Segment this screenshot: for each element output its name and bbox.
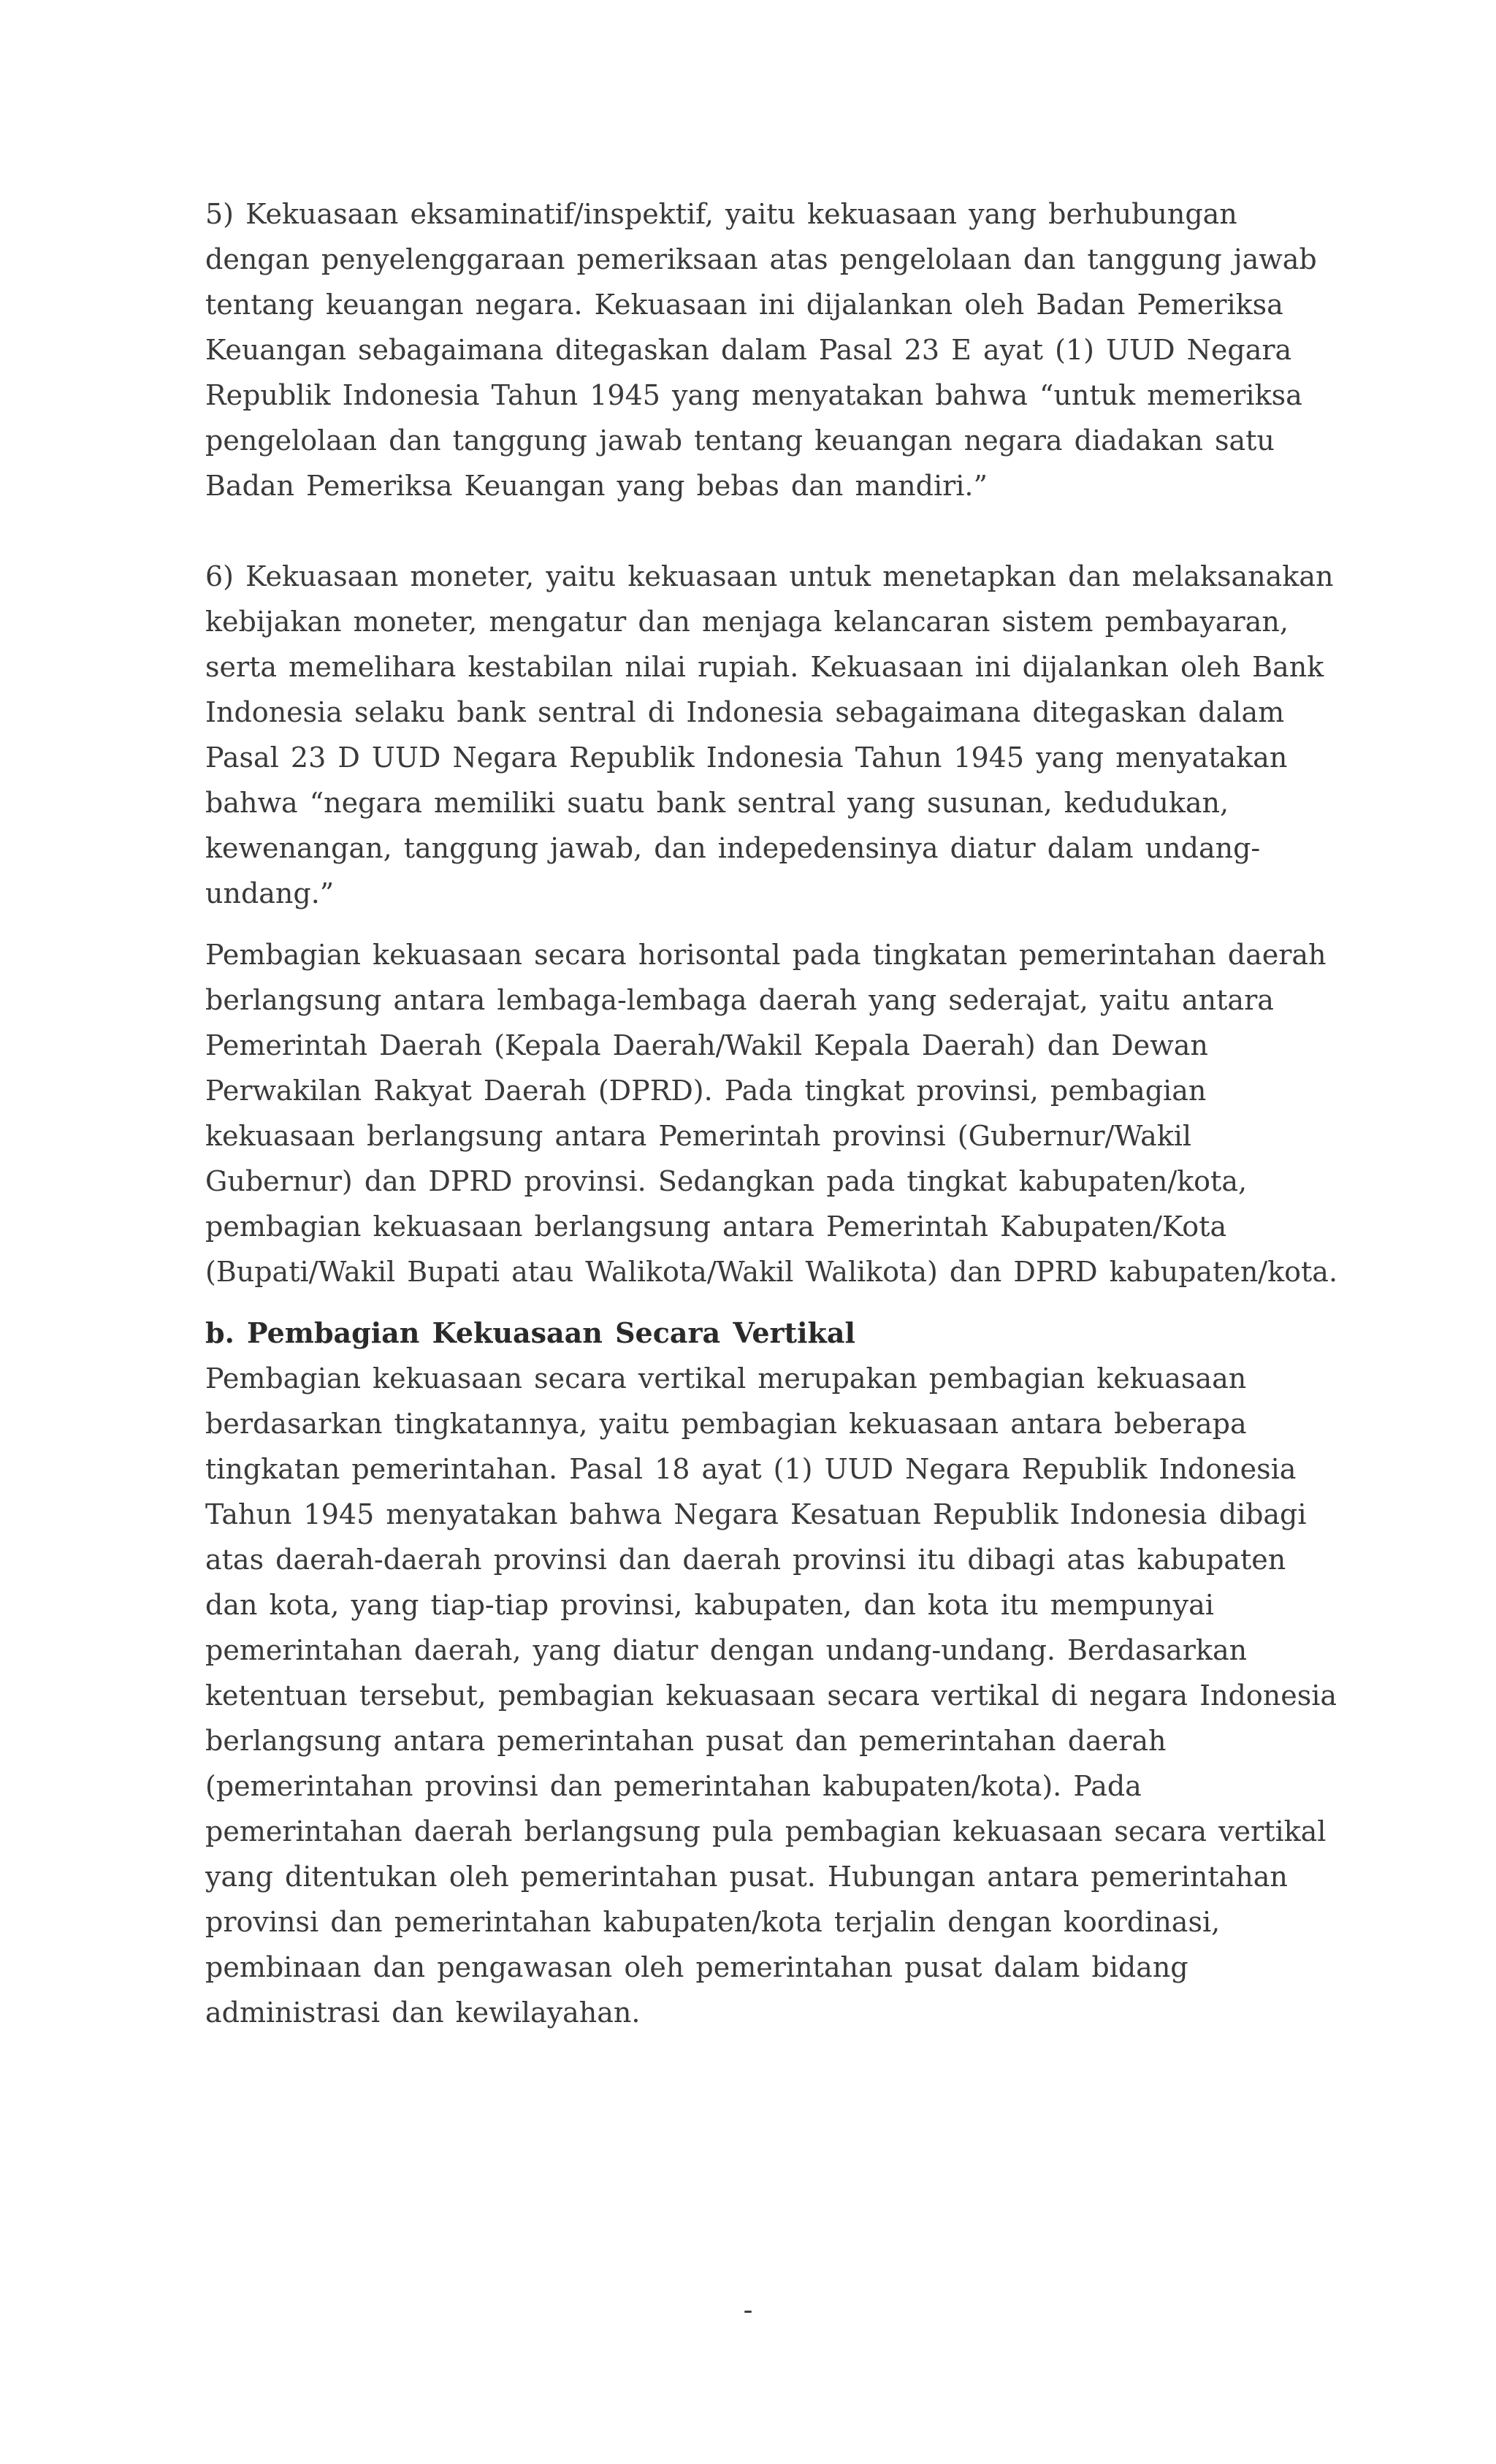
paragraph-kekuasaan-eksaminatif: 5) Kekuasaan eksaminatif/inspektif, yaitu kekuasaan yang berhubungan dengan penyelenggaraan pemeriksaan atas pengelolaan dan tanggung jawab tentang keuangan negara. Kekuasaan ini dijalankan oleh Badan Pemeriksa Keuangan sebagaimana ditegaskan dalam Pasal 23 E ayat (1) UUD Negara Republik Indonesia Tahun 1945 yang menyatakan bahwa “untuk memeriksa pengelolaan dan tanggung jawab tentang keuangan negara diadakan satu Badan Pemeriksa Keuangan yang bebas dan mandiri.” — [205, 198, 1317, 502]
paragraph-gap — [205, 916, 1345, 932]
document-body — [205, 191, 1345, 2035]
paragraph-pembagian-horisontal: Pembagian kekuasaan secara horisontal pada tingkatan pemerintahan daerah berlangsung antara lembaga-lembaga daerah yang sederajat, yaitu antara Pemerintah Daerah (Kepala Daerah/Wakil Kepala Daerah) dan Dewan Perwakilan Rakyat Daerah (DPRD). Pada tingkat provinsi, pembagian kekuasaan berlangsung antara Pemerintah provinsi (Gubernur/Wakil Gubernur) dan DPRD provinsi. Sedangkan pada tingkat kabupaten/kota, pembagian kekuasaan berlangsung antara Pemerintah Kabupaten/Kota (Bupati/Wakil Bupati atau Walikota/Wakil Walikota) dan DPRD kabupaten/kota. — [205, 939, 1338, 1288]
section-heading-vertikal: b. Pembagian Kekuasaan Secara Vertikal — [205, 1316, 855, 1349]
paragraph-pembagian-vertikal: Pembagian kekuasaan secara vertikal merupakan pembagian kekuasaan berdasarkan tingkatannya, yaitu pembagian kekuasaan antara beberapa tingkatan pemerintahan. Pasal 18 ayat (1) UUD Negara Republik Indonesia Tahun 1945 menyatakan bahwa Negara Kesatuan Republik Indonesia dibagi atas daerah-daerah provinsi dan daerah provinsi itu dibagi atas kabupaten dan kota, yang tiap-tiap provinsi, kabupaten, dan kota itu mempunyai pemerintahan daerah, yang diatur dengan undang-undang. Berdasarkan ketentuan tersebut, pembagian kekuasaan secara vertikal di negara Indonesia berlangsung antara pemerintahan pusat dan pemerintahan daerah (pemerintahan provinsi dan pemerintahan kabupaten/kota). Pada pemerintahan daerah berlangsung pula pembagian kekuasaan secara vertikal yang ditentukan oleh pemerintahan pusat. Hubungan antara pemerintahan provinsi dan pemerintahan kabupaten/kota terjalin dengan koordinasi, pembinaan dan pengawasan oleh pemerintahan pusat dalam bidang administrasi dan kewilayahan. — [205, 1362, 1337, 2029]
paragraph-kekuasaan-moneter: 6) Kekuasaan moneter, yaitu kekuasaan untuk menetapkan dan melaksanakan kebijakan moneter, mengatur dan menjaga kelancaran sistem pembayaran, serta memelihara kestabilan nilai rupiah. Kekuasaan ini dijalankan oleh Bank Indonesia selaku bank sentral di Indonesia sebagaimana ditegaskan dalam Pasal 23 D UUD Negara Republik Indonesia Tahun 1945 yang menyatakan bahwa “negara memiliki suatu bank sentral yang susunan, kedudukan, kewenangan, tanggung jawab, dan indepedensinya diatur dalam undang- undang.” — [205, 560, 1334, 909]
page-number: - — [743, 2294, 753, 2326]
paragraph-gap — [205, 508, 1345, 554]
paragraph-gap — [205, 1294, 1345, 1311]
